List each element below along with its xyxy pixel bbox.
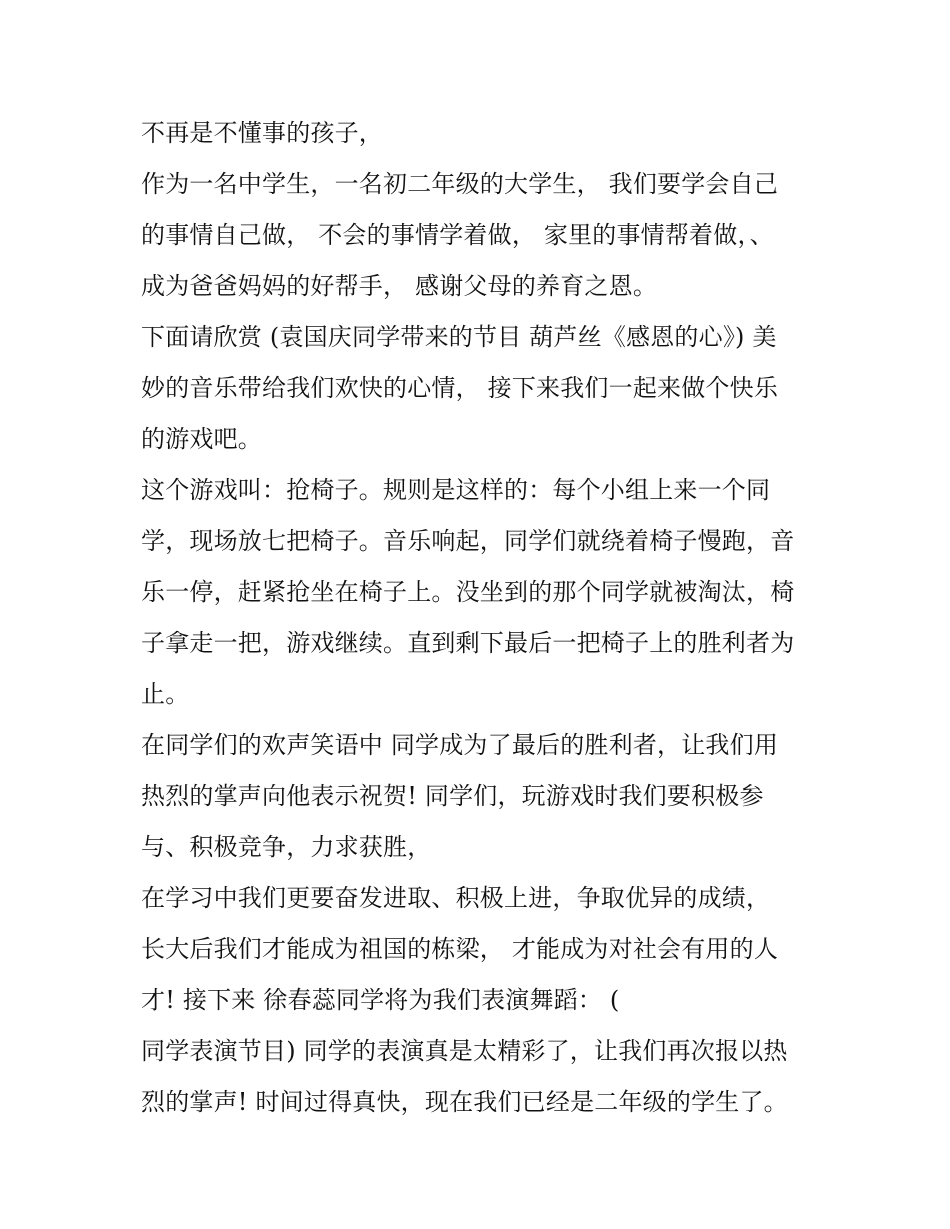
text-line-5: 下面请欣赏 (袁国庆同学带来的节目 葫芦丝《感恩的心》) 美 <box>141 323 777 351</box>
text-line-1: 不再是不懂事的孩子， <box>141 119 383 147</box>
text-line-17: 长大后我们才能成为祖国的栋梁， 才能成为对社会有用的人 <box>141 935 779 963</box>
text-line-6: 妙的音乐带给我们欢快的心情， 接下来我们一起来做个快乐 <box>141 374 779 402</box>
text-line-11: 子拿走一把，游戏继续。直到剩下最后一把椅子上的胜利者为 <box>141 629 795 657</box>
text-line-16: 在学习中我们更要奋发进取、积极上进，争取优异的成绩， <box>141 884 771 912</box>
text-line-20: 烈的掌声! 时间过得真快，现在我们已经是二年级的学生了。 <box>141 1088 788 1116</box>
text-line-3: 的事情自己做， 不会的事情学着做， 家里的事情帮着做，、 <box>141 221 774 249</box>
text-line-10: 乐一停，赶紧抢坐在椅子上。没坐到的那个同学就被淘汰，椅 <box>141 578 795 606</box>
text-line-7: 的游戏吧。 <box>141 425 262 453</box>
text-line-9: 学，现场放七把椅子。音乐响起，同学们就绕着椅子慢跑，音 <box>141 527 795 555</box>
text-line-4: 成为爸爸妈妈的好帮手， 感谢父母的养育之恩。 <box>141 272 658 300</box>
text-line-13: 在同学们的欢声笑语中 同学成为了最后的胜利者，让我们用 <box>141 731 779 759</box>
text-line-14: 热烈的掌声向他表示祝贺! 同学们，玩游戏时我们要积极参 <box>141 782 764 810</box>
text-line-15: 与、积极竞争，力求获胜， <box>141 833 432 861</box>
text-line-8: 这个游戏叫：抢椅子。规则是这样的：每个小组上来一个同 <box>141 476 771 504</box>
text-line-12: 止。 <box>141 680 190 708</box>
text-line-2: 作为一名中学生，一名初二年级的大学生， 我们要学会自己 <box>141 170 779 198</box>
document-body <box>141 108 831 1128</box>
text-line-18: 才! 接下来 徐春蕊同学将为我们表演舞蹈： ( <box>141 986 620 1014</box>
text-line-19: 同学表演节目) 同学的表演真是太精彩了，让我们再次报以热 <box>141 1037 788 1065</box>
